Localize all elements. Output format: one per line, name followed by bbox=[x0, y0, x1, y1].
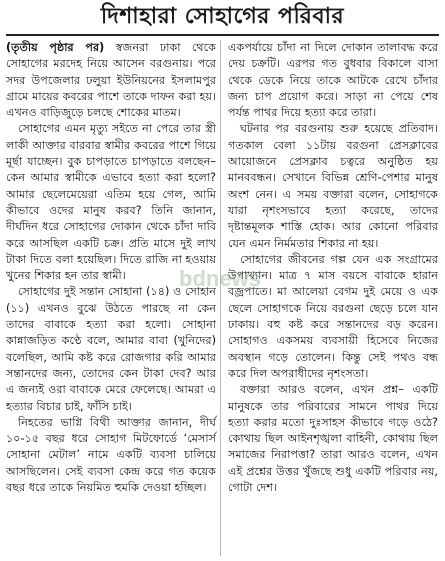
left-paragraph-1-text: স্বজনরা ঢাকা থেকে সোহাগের মরদেহ নিয়ে আসেন বরগুনায়। পরে সদর উপজেলার ঢলুয়া ইউনিয়নের ইসলামপুর গ্রামে মায়ের কবরের পাশে তাকে দাফন করা হয়। এখনও বাড়িজুড়ে চলছে শোকের মাতম। bbox=[6, 41, 216, 120]
right-column bbox=[228, 40, 438, 496]
left-paragraph-4: নিহতের ভাগ্নি বিথী আক্তার জানান, দীর্ঘ ১০-১৫ বছর ধরে সোহাগ মিটফোর্ডে ‘মেসার্স সোহানা মেটাল’ নামে একটি ব্যবসা চালিয়ে আসছিলেন। সেই ব্যবসা কেন্দ্র করে গত কয়েক বছর ধরে তাকে নিয়মিত হুমকি দেওয়া হচ্ছিল। bbox=[6, 415, 216, 495]
right-paragraph-2: ঘটনার পর বরগুনায় শুরু হয়েছে প্রতিবাদ। গতকাল বেলা ১১টায় বরগুনা প্রেসক্লাবের আয়োজনে প্রেসক্লাব চত্বরে অনুষ্ঠিত হয় মানববন্ধন। সেখানে বিভিন্ন শ্রেণি-পেশার মানুষ অংশ নেন। এ সময় বক্তারা বলেন, সোহাগকে যারা নৃশংসভাবে হত্যা করেছে, তাদের দৃষ্টান্তমূলক শাস্তি হোক। আর কোনো পরিবার যেন এমন নির্মমতার শিকার না হয়। bbox=[228, 122, 438, 250]
jump-tag: (তৃতীয় পৃষ্ঠার পর) bbox=[6, 41, 105, 54]
left-paragraph-1 bbox=[6, 40, 216, 121]
headline: দিশাহারা সোহাগের পরিবার bbox=[100, 3, 345, 29]
left-paragraph-2: সোহাগের এমন মৃত্যু সইতে না পেরে তার স্ত্রী লাকী আক্তার বারবার স্বামীর কবরের পাশে গিয়ে মূর্ছা যাচ্ছেন। বুক চাপড়াতে চাপড়াতে বলছেন– কেন আমার স্বামীকে এভাবে হত্যা করা হলো? আমার ছেলেমেয়েরা এতিম হয়ে গেল, আমি কীভাবে ওদের মানুষ করব? তিনি জানান, দীর্ঘদিন ধরে সোহাগের দোকান থেকে চাঁদা দাবি করে আসছিল একটি চক্র। প্রতি মাসে দুই লাখ টাকা দিতে বলা হয়েছিল। দিতে রাজি না হওয়ায় খুনের শিকার হন তার স্বামী। bbox=[6, 122, 216, 283]
column-divider bbox=[220, 40, 221, 556]
headline-bar bbox=[0, 0, 445, 34]
watermark-logo: bdnews bbox=[179, 266, 261, 291]
left-paragraph-3: সোহাগের দুই সন্তান সোহানা (১৪) ও সোহান (১১) এখনও বুঝে উঠতে পারছে না কেন তাদের বাবাকে হত্যা করা হলো। সোহানা কান্নাজড়িত কণ্ঠে বলে, আমার বাবা (খুনিদের) বলেছিল, আমি কষ্ট করে রোজগার করি আমার সন্তানদের জন্য, তোদের কেন টাকা দেব? আর এ জন্যই ওরা বাবাকে মেরে ফেলেছে। আমরা এ হত্যার বিচার চাই, ফাঁসি চাই। bbox=[6, 285, 216, 413]
right-paragraph-3: সোহাগের জীবনের গল্প যেন এক সংগ্রামের উপাখ্যান। মাত্র ৭ মাস বয়সে বাবাকে হারান বজ্রপাতে। মা আলেয়া বেগম দুই মেয়ে ও এক ছেলে সোহাগকে নিয়ে বরগুনা ছেড়ে চলে যান ঢাকায়। বহু কষ্ট করে সন্তানদের বড় করেন। সোহাগও একসময় ব্যবসায়ী হিসেবে নিজের অবস্থান গড়ে তোলেন। কিন্তু সেই পথও বন্ধ করে দিল অপরাধীদের নৃশংসতা। bbox=[228, 252, 438, 380]
headline-rule bbox=[6, 34, 439, 36]
right-paragraph-4: বক্তারা আরও বলেন, এখন প্রশ্ন– একটি মানুষকে তার পরিবারের সামনে পাথর দিয়ে হত্যা করার মতো দুঃসাহস কীভাবে গড়ে ওঠে? কোথায় ছিল আইনশৃঙ্খলা বাহিনী, কোথায় ছিল সমাজের নিরাপত্তা? তারা আরও বলেন, এখন এই প্রশ্নের উত্তর খুঁজছে শুধু একটি পরিবার নয়, গোটা দেশ। bbox=[228, 383, 438, 495]
left-column bbox=[6, 40, 216, 496]
right-paragraph-1: একপর্যায়ে চাঁদা না দিলে দোকান তালাবদ্ধ করে দেয় চক্রটি। এরপর গত বুধবার বিকালে বাসা থেকে ডেকে নিয়ে তাকে আটকে রেখে চাঁদার জন্য চাপ প্রয়োগ করে। সাড়া না পেয়ে শেষ পর্যন্ত পাথর দিয়ে হত্যা করে তারা। bbox=[228, 41, 438, 120]
